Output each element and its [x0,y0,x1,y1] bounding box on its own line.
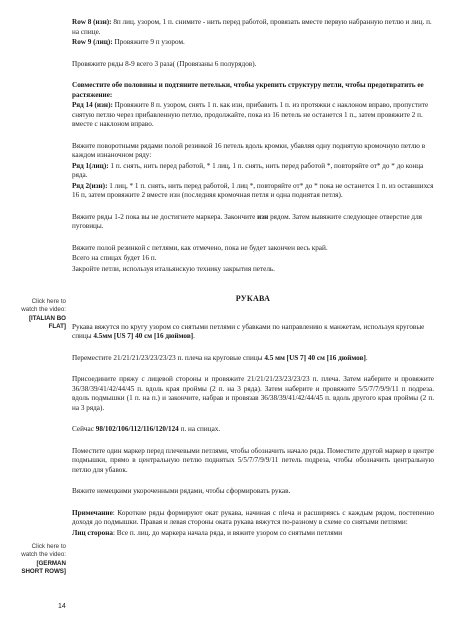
text-segment: Вяжите ряды 1-2 пока вы не достигнете маркера. Закончите [72,212,258,221]
text-bold: 4.5 мм [US 7] 40 см [16 дюймов] [264,353,366,362]
video-link-italian-bo[interactable] [8,298,66,331]
row-text: 8п лиц. узором, 1 п. снимите - нить перед работой, провязать вместе первую набранную петлю и лиц. п. на спице. [72,18,432,36]
text-segment: . [365,353,368,362]
page-content [72,18,434,539]
row14-paragraph [72,101,434,130]
join-heading: Совместите обе половины и подтяните петельки, чтобы укрепить структуру петли, чтобы предотвратить ее растяжение: [72,81,424,99]
transfer-paragraph [72,354,434,364]
marker-paragraph: Поместите один маркер перед плечевыми петлями, чтобы обозначить начало ряда. Поместите другой маркер в центре подмышки, прямо в центральную петлю поднятых 5/5/7/7/9/9/11 петель подреза, чтобы обозначить центральную петлю для убавок. [72,446,434,474]
video-link-german-short-rows[interactable] [8,543,66,576]
section-title: РУКАВА [235,294,271,303]
text-segment: . [193,332,195,341]
row-text: Провяжите 8 п. узором, снять 1 п. как изн, прибавить 1 п. из протяжки с наклоном вправо, пропустите снятую петлю через прибавленную петлю, продолжайте, пока из 16 петель не останется 1 п., затем провяжите 2 п. вместе с наклоном вправо. [72,101,429,128]
text-segment: Сейчас [72,425,96,434]
side-note-caption: FLAT] [48,323,66,331]
sleeve-intro-paragraph [72,323,434,342]
row-text: Провяжите 9 п узором. [112,38,185,46]
text-bold: 98/102/106/112/116/120/124 [95,425,179,434]
text-segment: : Короткие ряды формируют окат рукава, начиная с пleча и расширяясь с каждым рядом, постепенно доходя до подмышки. Правая и левая стороны оката рукава вяжутся по-разному в схеме со снятыми петлями: [72,508,434,527]
row1-paragraph [72,162,434,181]
side-note-caption: [ITALIAN BO [28,314,66,322]
row-label: Ряд 14 (изн): [72,101,113,109]
text-segment: Рукава вяжутся по кругу узором со снятыми петлями с убавками по направлению к манжетам, используя круговые спицы [72,322,425,341]
stitch-count-paragraph [72,425,434,435]
text-segment: : Все п. лиц. до маркера начала ряда, и вяжите узором со снятыми петлями [112,528,343,537]
row9-paragraph [72,38,434,48]
row-text: 1 лиц, * 1 п. снять, нить перед работой, 1 лиц *, повторяйте от* до * пока не останется 1 п. из оставшихся 16 п, затем провяжите 2 вместе изн (последняя кромочная петля и одна поднятая петля). [72,181,434,199]
row-label: Ряд 2(изн): [72,181,108,190]
row-label: Row 8 (изн): [72,18,112,26]
row8-paragraph [72,18,434,37]
finish-paragraph-2: Всего на спицах будет 16 п. [72,254,157,262]
text-bold: 4.5мм [US 7] 40 см [16 дюймов] [93,332,194,341]
side-note-caption: [GERMAN [36,559,66,567]
side-note-line: Click here to [31,543,66,550]
side-note-line: watch the video: [21,551,66,559]
row-label: Row 9 (лиц): [72,38,113,46]
side-note-line: watch the video: [21,306,66,314]
short-rows-paragraph: Вяжите немецкими укороченными рядами, чтобы сформировать рукав. [72,487,291,496]
rs-paragraph [72,529,434,539]
side-note-line: Click here to [31,298,66,305]
text-bold: изн [257,212,269,221]
text-segment: рядом. Затем вывяжите следующее отверстие для пуговицы. [72,212,422,230]
turn-intro-paragraph: Вяжите поворотными рядами полой резинкой 16 петель вдоль кромки, убавляя одну поднятую кромочную петлю в каждом изнаночном ряду: [72,141,426,159]
pickup-paragraph: Присоедините пряжу с лицевой стороны и провяжите 21/21/21/23/23/23/23 п. плеча. Затем наберите и провяжите 36/38/39/41/42/44/45 п. вдоль края проймы (2 п. на 3 ряда). Затем наберите и провяжите 5/5/7/7/9/9/11 п подреза. вдоль подмышки (1 п. на п.) и закончите, набрав и провязав 36/38/39/41/42/44/45 п. вдоль другого края проймы (2 п. на 3 ряда). [72,375,434,412]
row2-paragraph [72,182,434,201]
page-number: 14 [58,603,66,610]
repeat-paragraph: Провяжите ряды 8-9 всего 3 раза( (Провязаны 6 полурядов). [72,59,257,68]
side-label: Лиц сторона [72,528,113,537]
finish-paragraph-3: Закройте петли, используя итальянскую технику закрытия петель. [72,264,275,273]
note-label: Примечание [72,508,113,517]
finish-paragraph-1: Вяжите полой резинкой с петлями, как отмечено, пока не будет закончен весь край. [72,243,328,252]
row-label: Ряд 1(лиц): [72,161,109,170]
side-note-caption: SHORT ROWS] [21,568,66,576]
row-text: 1 п. снять, нить перед работой, * 1 лиц, 1 п. снять, нить перед работой *, повторяйте от* до * до конца ряда. [72,161,424,179]
text-segment: Переместите 21/21/21/23/23/23/23 п. плеча на круговые спицы [72,353,265,362]
note-paragraph [72,509,434,528]
text-segment: п. на спицах. [178,425,221,434]
buttonhole-paragraph [72,213,434,232]
